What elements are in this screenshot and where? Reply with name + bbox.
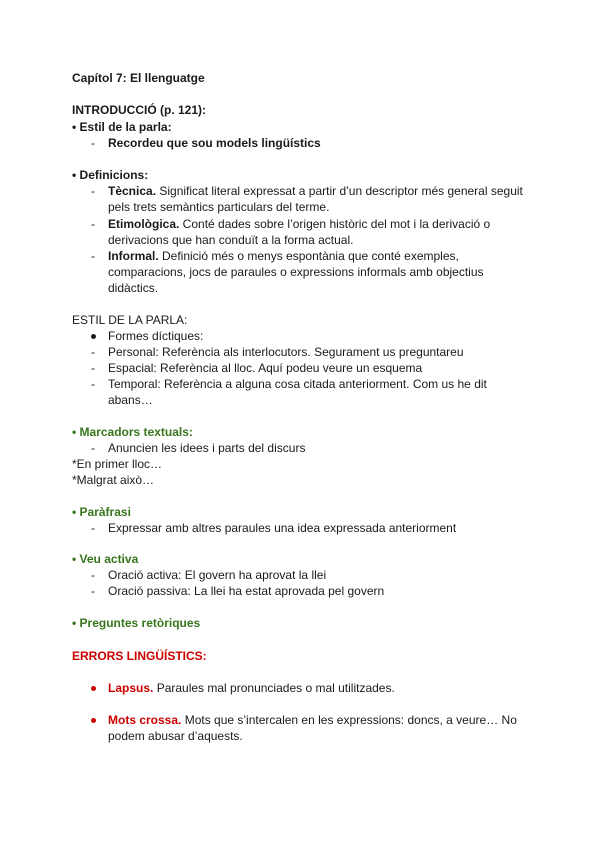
- def-etimologica: [108, 216, 490, 232]
- dash-marker: -: [91, 521, 95, 535]
- mots-crossa-item: [108, 712, 517, 728]
- marcadors-example: *Malgrat això…: [72, 473, 155, 487]
- errors-heading: ERRORS LINGÜÍSTICS:: [72, 649, 207, 663]
- veu-heading: • Veu activa: [72, 552, 139, 566]
- def-informal: [108, 248, 459, 264]
- mots-crossa-text: Mots que s’intercalen en les expressions: doncs, a veure… No: [181, 713, 517, 727]
- estil-item: Recordeu que sou models lingüístics: [108, 136, 321, 150]
- mots-crossa-term: Mots crossa.: [108, 713, 182, 727]
- def-text-cont: pels trets semàntics particulars del terme.: [108, 200, 330, 214]
- parafrasi-heading: • Paràfrasi: [72, 505, 131, 519]
- personal-item: Personal: Referència als interlocutors. Segurament us preguntareu: [108, 345, 464, 359]
- def-term: Tècnica.: [108, 184, 157, 198]
- temporal-item: Temporal: Referència a alguna cosa citada anteriorment. Com us he dit: [108, 377, 487, 391]
- marcadors-heading: • Marcadors textuals:: [72, 425, 193, 439]
- veu-passiva-item: Oració passiva: La llei ha estat aprovada pel govern: [108, 584, 385, 598]
- veu-activa-item: Oració activa: El govern ha aprovat la llei: [108, 568, 327, 582]
- def-text-cont: comparacions, jocs de paraules o expressions informals amb objectius: [108, 265, 484, 279]
- def-text: Significat literal expressat a partir d’un descriptor més general seguit: [156, 184, 523, 198]
- def-term: Etimològica.: [108, 217, 180, 231]
- dash-marker: -: [91, 184, 95, 198]
- page-title: Capítol 7: El llenguatge: [72, 71, 205, 85]
- marcadors-item: Anuncien les idees i parts del discurs: [108, 441, 306, 455]
- parafrasi-item: Expressar amb altres paraules una idea expressada anteriorment: [108, 521, 457, 535]
- dash-marker: -: [91, 217, 95, 231]
- formes-item: Formes díctiques:: [108, 329, 204, 343]
- dash-marker: -: [91, 584, 95, 598]
- intro-heading: INTRODUCCIÓ (p. 121):: [72, 103, 207, 117]
- def-term: Informal.: [108, 249, 159, 263]
- espacial-item: Espacial: Referència al lloc. Aquí podeu veure un esquema: [108, 361, 423, 375]
- estil-heading: ESTIL DE LA PARLA:: [72, 313, 188, 327]
- def-tecnica: [108, 183, 523, 199]
- marcadors-example: *En primer lloc…: [72, 457, 163, 471]
- dash-marker: -: [91, 345, 95, 359]
- definicions-bullet: • Definicions:: [72, 168, 149, 182]
- estil-bullet: • Estil de la parla:: [72, 120, 172, 134]
- dash-marker: -: [91, 568, 95, 582]
- def-text: Definició més o menys espontània que conté exemples,: [158, 249, 459, 263]
- dash-marker: -: [91, 361, 95, 375]
- temporal-item-cont: abans…: [108, 393, 153, 407]
- mots-crossa-text-cont: podem abusar d’aquests.: [108, 729, 243, 743]
- lapsus-text: Paraules mal pronunciades o mal utilitzades.: [153, 681, 395, 695]
- dash-marker: -: [91, 377, 95, 391]
- dash-marker: -: [91, 136, 95, 150]
- lapsus-item: [108, 680, 395, 696]
- lapsus-term: Lapsus.: [108, 681, 154, 695]
- def-text-cont: didàctics.: [108, 281, 159, 295]
- bullet-dot-icon: [91, 334, 96, 339]
- preguntes-heading: • Preguntes retòriques: [72, 616, 201, 630]
- dash-marker: -: [91, 249, 95, 263]
- red-bullet-icon: [91, 686, 96, 691]
- def-text: Conté dades sobre l’origen històric del mot i la derivació o: [179, 217, 491, 231]
- def-text-cont: derivacions que han conduït a la forma actual.: [108, 233, 354, 247]
- red-bullet-icon: [91, 718, 96, 723]
- dash-marker: -: [91, 441, 95, 455]
